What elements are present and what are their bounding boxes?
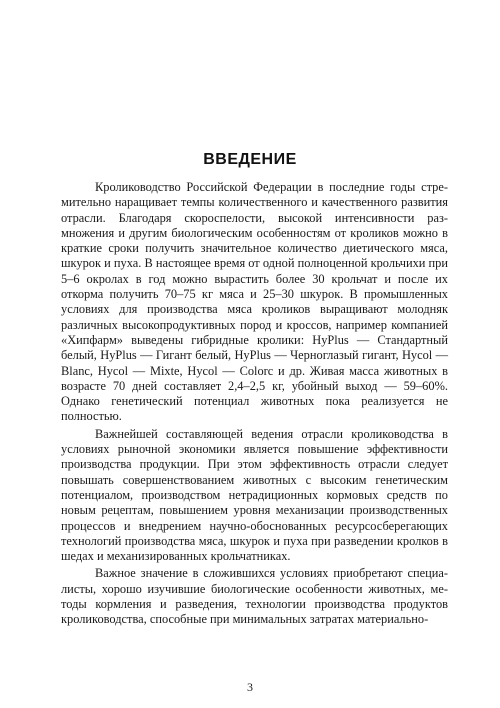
paragraph-1: Кролиководство Российской Федерации в последние годы стремительно наращивает темпы количественного и качественного развития отрасли. Благодаря скороспелости, высокой интенсивности размножения и другим биологическим особенностям от кроликов можно в краткие сроки получить значительное количество диетического мяса, шкурок и пуха. В настоящее время от одной полноценной крольчихи при 5–6 окролах в год можно вырастить более 30 крольчат и после их откорма получить 70–75 кг мяса и 25–30 шкурок. В промышленных условиях для производства мяса кроликов выращивают молодняк различных высокопродуктивных пород и кроссов, например компанией «Хипфарм» выведены гибридные кролики: HyPlus — Стандартный белый, HyPlus — Гигант белый, HyPlus — Черноглазый гигант, Hycol — Blanc, Hycol — Mixte, Hycol — Colorc и др. Живая масса животных в возрасте 70 дней составляет 2,4–2,5 кг, убойный выход — 59–60%. Однако генетический потенциал животных пока реализуется не полностью. <box>61 180 448 424</box>
chapter-title: ВВЕДЕНИЕ <box>203 151 297 168</box>
paragraph-3: Важное значение в сложившихся условиях приобретают специалисты, хорошо изучившие биологические особенности животных, методы кормления и разведения, технологии производства продуктов кролиководства, способные при минимальных затратах материально- <box>61 566 448 627</box>
body-text <box>61 180 448 630</box>
paragraph-2: Важнейшей составляющей ведения отрасли кролиководства в условиях рыночной экономики является повышение эффективности производства продукции. При этом эффективность отрасли следует повышать совершенствованием животных с высоким генетическим потенциалом, производством нетрадиционных кормовых средств по новым рецептам, повышением уровня механизации производственных процессов и внедрением научно-обоснованных ресурсосберегающих технологий производства мяса, шкурок и пуха при разведении кролков в шедах и механизированных крольчатниках. <box>61 426 448 564</box>
page-number: 3 <box>247 680 253 694</box>
